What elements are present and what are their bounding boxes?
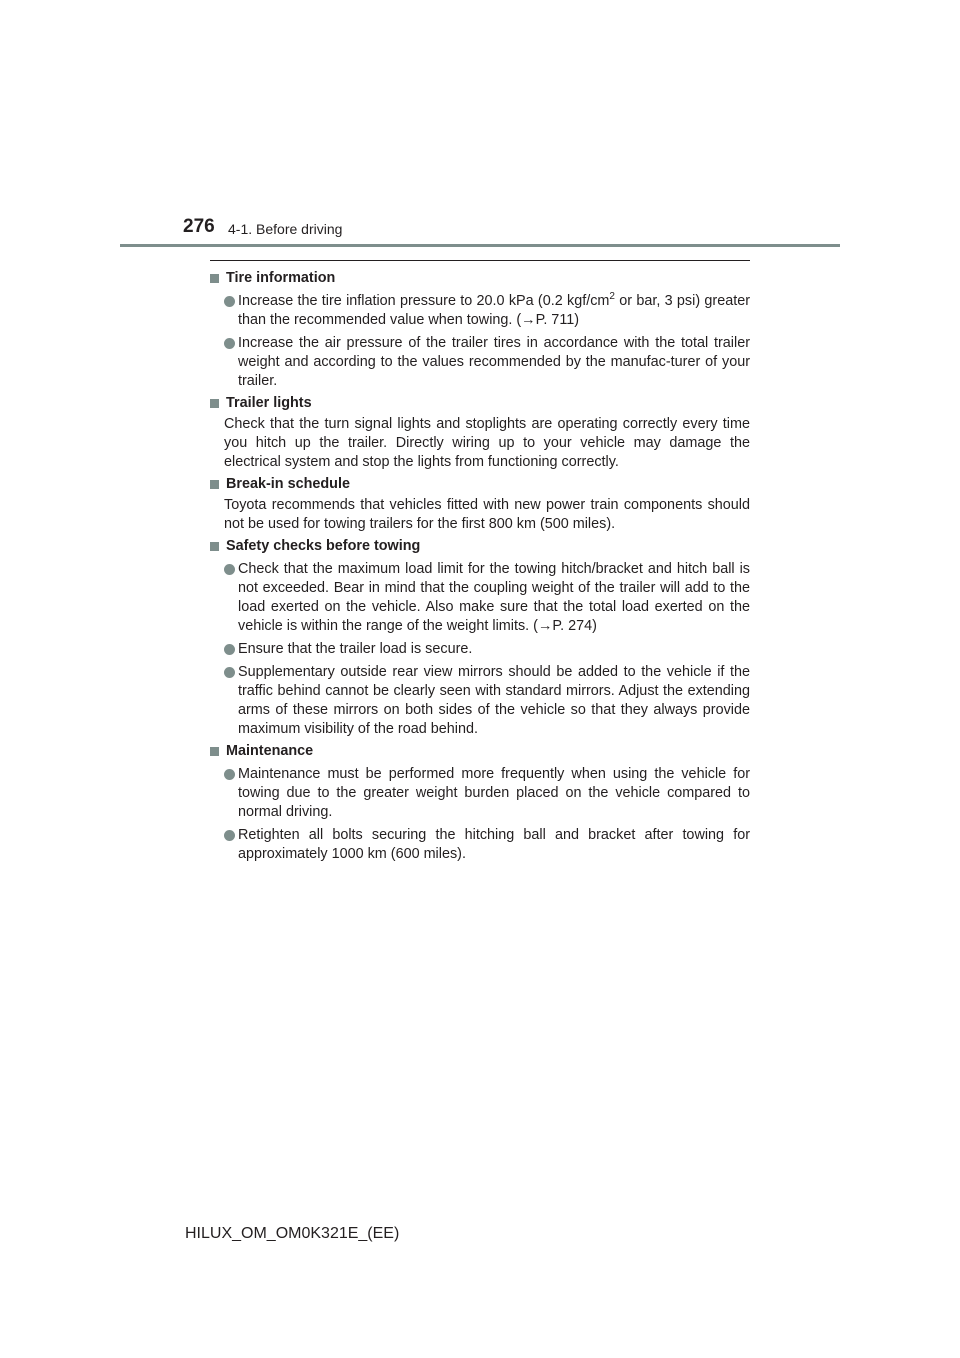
- circle-bullet-icon: [224, 830, 235, 841]
- section-heading-label: Trailer lights: [226, 395, 312, 411]
- bullet-text: Ensure that the trailer load is secure.: [238, 641, 473, 657]
- content-body: [210, 266, 750, 864]
- section-heading-label: Break-in schedule: [226, 476, 350, 492]
- circle-bullet-icon: [224, 644, 235, 655]
- section-heading-trailer-lights: [210, 394, 750, 413]
- circle-bullet-icon: [224, 667, 235, 678]
- list-item: [210, 765, 750, 822]
- bullet-text: Supplementary outside rear view mirrors should be added to the vehicle if the traffic behind cannot be clearly seen with standard mirrors. Adjust the extending arms of these mirrors on both sides of the vehicle so that they always provide maximum visibility of the road behind.: [238, 664, 750, 737]
- bullet-text: Maintenance must be performed more frequently when using the vehicle for towing due to the greater weight burden placed on the vehicle compared to normal driving.: [238, 766, 750, 820]
- list-item: [210, 640, 750, 659]
- square-bullet-icon: [210, 747, 219, 756]
- square-bullet-icon: [210, 274, 219, 283]
- bullet-text: Retighten all bolts securing the hitching ball and bracket after towing for approximately 1000 km (600 miles).: [238, 827, 750, 862]
- page-number: 276: [183, 216, 215, 237]
- section-heading-label: Safety checks before towing: [226, 538, 421, 554]
- circle-bullet-icon: [224, 296, 235, 307]
- list-item: [210, 334, 750, 391]
- bullet-text: Check that the maximum load limit for the towing hitch/bracket and hitch ball is not exceeded. Bear in mind that the coupling weight of the trailer will add to the load exerted on the vehicle. Also make sure that the total load exerted on the vehicle is within the range of the weight limits. (→P. 274): [238, 561, 750, 634]
- content-divider: [210, 260, 750, 261]
- list-item: [210, 826, 750, 864]
- section-paragraph: Toyota recommends that vehicles fitted with new power train components should not be used for towing trailers for the first 800 km (500 miles).: [224, 497, 750, 532]
- header-divider: [120, 244, 840, 247]
- section-title: 4-1. Before driving: [228, 221, 343, 237]
- bullet-text: Increase the tire inflation pressure to 20.0 kPa (0.2 kgf/$cm^2$ or bar, 3 psi) greater than the recommended value when towing. (→P. 711): [238, 291, 750, 328]
- circle-bullet-icon: [224, 564, 235, 575]
- superscript: 2: [609, 291, 615, 303]
- bullet-text: Increase the air pressure of the trailer tires in accordance with the total trailer weight and according to the values recommended by the manufac-turer of your trailer.: [238, 335, 750, 389]
- document-code: HILUX_OM_OM0K321E_(EE): [185, 1225, 400, 1242]
- square-bullet-icon: [210, 399, 219, 408]
- square-bullet-icon: [210, 480, 219, 489]
- section-heading-tire-information: [210, 269, 750, 288]
- circle-bullet-icon: [224, 338, 235, 349]
- section-heading-label: Tire information: [226, 270, 336, 286]
- section-heading-maintenance: [210, 742, 750, 761]
- list-item: [210, 292, 750, 330]
- section-heading-break-in-schedule: [210, 475, 750, 494]
- section-paragraph: Check that the turn signal lights and stoplights are operating correctly every time you hitch up the trailer. Directly wiring up to your vehicle may damage the electrical system and stop the lights from functioning correctly.: [224, 416, 750, 470]
- square-bullet-icon: [210, 542, 219, 551]
- section-heading-safety-checks: [210, 537, 750, 556]
- list-item: [210, 560, 750, 636]
- circle-bullet-icon: [224, 769, 235, 780]
- section-heading-label: Maintenance: [226, 743, 314, 759]
- list-item: [210, 663, 750, 739]
